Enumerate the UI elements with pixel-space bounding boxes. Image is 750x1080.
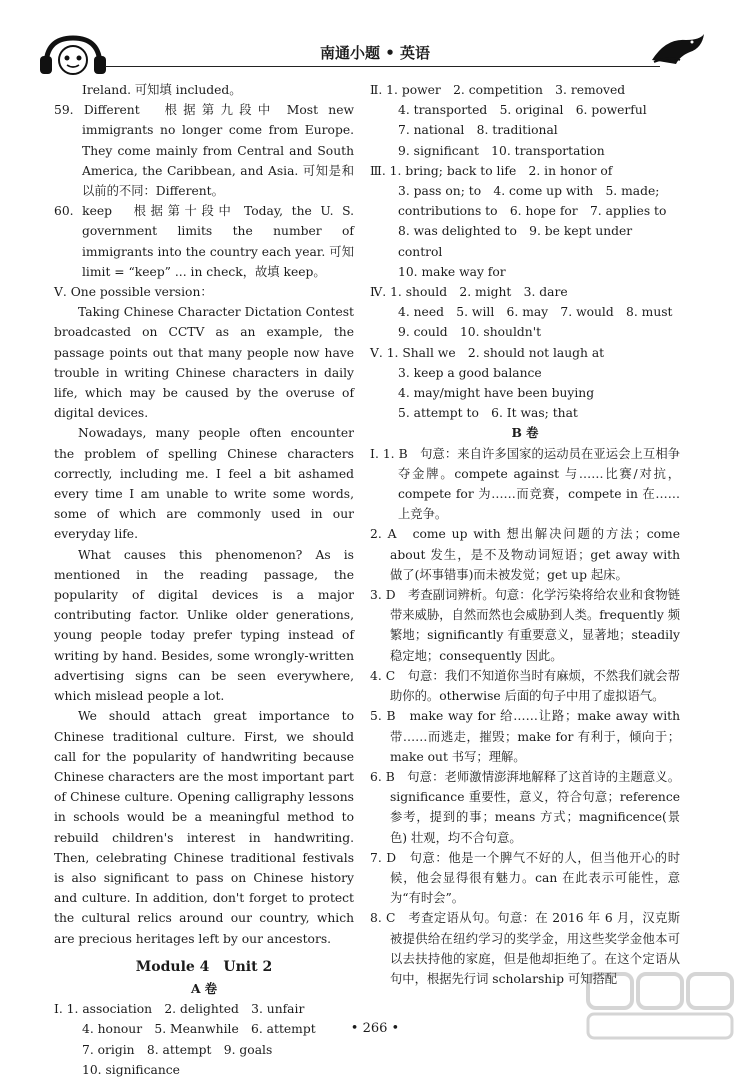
page-header [30, 28, 720, 76]
part-2-line-2: 4. transported 5. original 6. powerful [398, 103, 647, 118]
answer-b-6: 6. B 句意：老师激情澎湃地解释了这首诗的主题意义。significance 重要性，意义，符合句意；reference 参考，提到的事；means 方式；magnificence(景色) 壮观，均不合句意。 [370, 769, 680, 845]
part-2-line-3: 7. national 8. traditional [398, 123, 558, 138]
part-3-line-2: 3. pass on; to 4. come up with 5. made; contributions to 6. hope for 7. applies to [398, 184, 667, 219]
part-1-line-1: Ⅰ. 1. association 2. delighted 3. unfair [54, 1002, 305, 1017]
answer-58-tail: Ireland. 可知填 included。 [82, 83, 242, 97]
header-rule [105, 66, 660, 67]
answer-b-3: 3. D 考查副词辨析。句意：化学污染将给农业和食物链带来威胁，自然而然也会威胁到人类。frequently 频繁地；significantly 有重要意义，显著地；steadily 稳定地；consequently 因此。 [370, 588, 680, 663]
watermark-logo-icon [578, 968, 738, 1043]
section-a-title: A 卷 [190, 980, 218, 996]
part-4-line-3: 9. could 10. shouldn't [398, 325, 542, 340]
part-4-line-1: Ⅳ. 1. should 2. might 3. dare [370, 285, 568, 300]
answer-b-7: 7. D 句意：他是一个脾气不好的人，但当他开心的时候，他会显得很有魅力。can 在此表示可能性，意为“有时会”。 [370, 850, 680, 906]
part-5-line-3: 4. may/might have been buying [398, 386, 595, 401]
part-1-line-3: 7. origin 8. attempt 9. goals [82, 1042, 273, 1057]
answer-59: 59. Different 根据第九段中 Most new immigrants no longer come from Europe. They come mainly from Central and South America, the Caribbean, and Asia. 可知是和以前的不同：Different。 [54, 103, 354, 199]
writing-section-heading: Ⅴ. One possible version： [54, 285, 213, 300]
answer-b-1: Ⅰ. 1. B 句意：来自许多国家的运动员在亚运会上互相争夺金牌。compete against 与……比赛/对抗，compete for 为……而竞赛，compete in 在……上竞争。 [370, 446, 680, 522]
part-3-line-3: 8. was delighted to 9. be kept under control [398, 224, 633, 259]
page-number: • 266 • [350, 1021, 400, 1036]
header-title: 南通小题 • 英语 [319, 44, 431, 62]
part-5-line-4: 5. attempt to 6. It was; that [398, 406, 578, 421]
right-column [370, 80, 680, 989]
part-4-line-2: 4. need 5. will 6. may 7. would 8. must [398, 305, 673, 320]
answer-b-4: 4. C 句意：我们不知道你当时有麻烦，不然我们就会帮助你的。otherwise 后面的句子中用了虚拟语气。 [370, 668, 680, 704]
part-1-line-2: 4. honour 5. Meanwhile 6. attempt [82, 1022, 316, 1037]
module-heading: Module 4 Unit 2 [135, 958, 273, 975]
essay-paragraph-1: Taking Chinese Character Dictation Contest broadcasted on CCTV as an example, the passage points out that many people now have trouble in writing Chinese characters in daily life, which may be caused by the overuse of digital devices. [54, 305, 354, 421]
answer-b-5: 5. B make way for 给……让路；make away with 带……而逃走，摧毁；make for 有利于，倾向于；make out 书写；理解。 [370, 709, 680, 764]
part-5-line-1: Ⅴ. 1. Shall we 2. should not laugh at [370, 345, 605, 360]
part-1-line-4: 10. significance [82, 1062, 180, 1077]
section-b-title: B 卷 [511, 425, 539, 441]
answer-60: 60. keep 根据第十段中 Today, the U. S. government limits the number of immigrants into the country each year. 可知 limit = “keep” ... in check，故填 keep。 [54, 204, 354, 279]
answer-b-8: 8. C 考查定语从句。句意：在 2016 年 6 月，汉克斯被提供给在纽约学习的奖学金，用这些奖学金他本可以去扶持他的家庭，但是他却拒绝了。在这个定语从句中，根据先行词 scholarship 可知搭配 [370, 911, 680, 986]
left-column [54, 80, 354, 1080]
part-3-line-1: Ⅲ. 1. bring; back to life 2. in honor of [370, 163, 613, 178]
essay-paragraph-2: Nowadays, many people often encounter the problem of spelling Chinese characters correctly, including me. I feel a bit ashamed every time I am unable to write some words, some of which are commonly used in our everyday life. [54, 426, 354, 542]
essay-paragraph-4: We should attach great importance to Chinese traditional culture. First, we should call for the popularity of handwriting because Chinese characters are the most important part of Chinese culture. Opening calligraphy lessons in schools would be a meaningful method to rebuild children's interest in handwriting. Then, celebrating Chinese traditional festivals is also significant to pass on Chinese history and culture. In addition, don't forget to protect the cultural relics around our country, which are precious heritages left by our ancestors. [54, 709, 354, 946]
answer-b-2: 2. A come up with 想出解决问题的方法；come about 发生，是不及物动词短语；get away with 做了(坏事错事)而未被发觉；get up 起床。 [370, 527, 680, 582]
bird-decoration-icon [646, 30, 706, 72]
essay-paragraph-3: What causes this phenomenon? As is mentioned in the reading passage, the popularity of digital devices is a major contributing factor. Unlike older generations, young people today prefer typing instead of writing by hand. Besides, some wrongly-written advertising signs can be seen everywhere, which mislead people a lot. [54, 547, 354, 704]
part-3-line-4: 10. make way for [398, 264, 506, 279]
part-2-line-4: 9. significant 10. transportation [398, 143, 605, 158]
part-5-line-2: 3. keep a good balance [398, 365, 542, 380]
part-2-line-1: Ⅱ. 1. power 2. competition 3. removed [370, 83, 626, 97]
